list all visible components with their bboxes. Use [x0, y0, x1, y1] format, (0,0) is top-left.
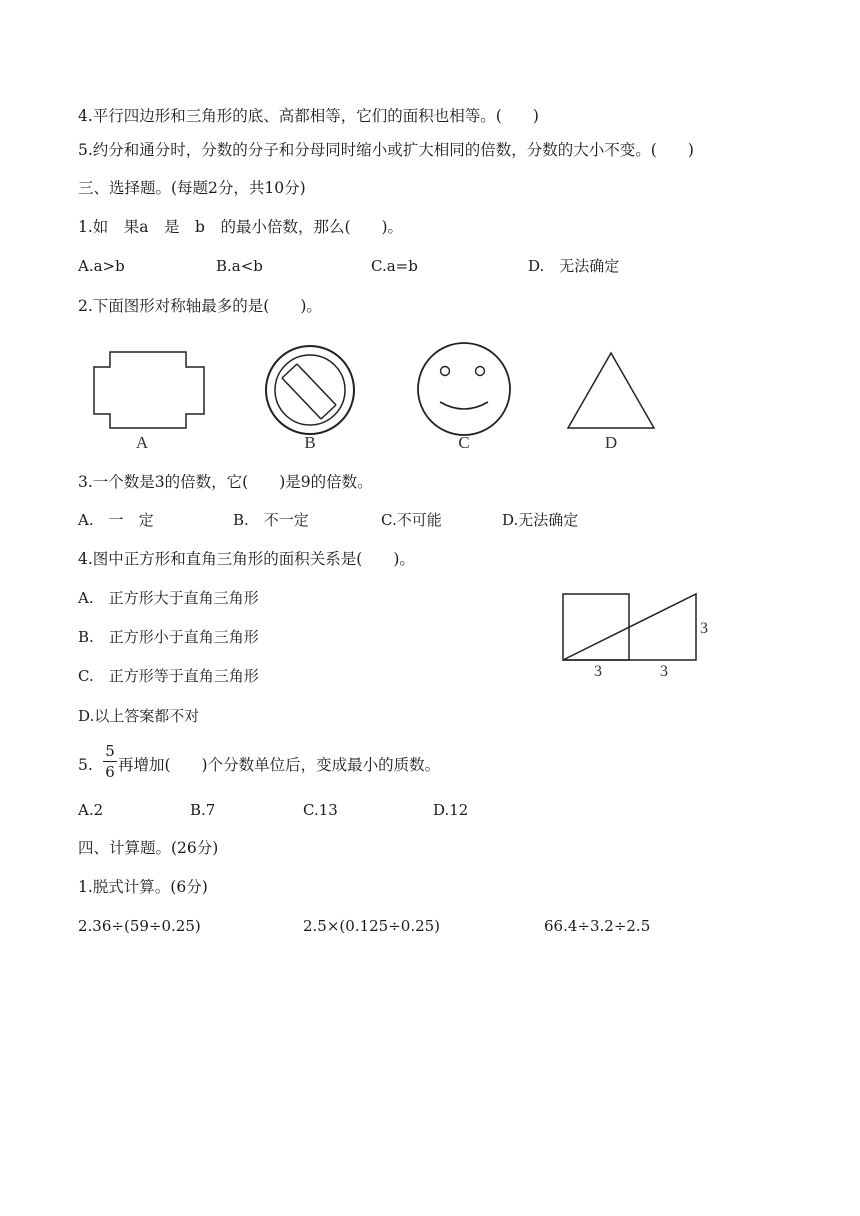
q4-option-c: C. 正方形等于直角三角形: [78, 667, 259, 685]
q1-option-a: A.a>b: [78, 257, 125, 275]
q4-option-a: A. 正方形大于直角三角形: [78, 589, 259, 607]
choice-question-2-stem: 2.下面图形对称轴最多的是( )。: [78, 297, 322, 315]
section-heading-calc: 四、计算题。(26分): [78, 839, 219, 857]
section-heading-choice: 三、选择题。(每题2分，共10分): [78, 179, 306, 197]
fraction-five-sixths: [103, 742, 117, 781]
q4-option-b: B. 正方形小于直角三角形: [78, 628, 259, 646]
calc-expr-2: 2.5×(0.125÷0.25): [303, 917, 441, 935]
choice-question-5-number: 5.: [78, 756, 93, 774]
q1-option-d: D. 无法确定: [528, 257, 620, 275]
calc-expr-3: 66.4÷3.2÷2.5: [544, 917, 651, 935]
q5-option-a: A.2: [78, 801, 104, 819]
q3-option-a: A. 一 定: [78, 511, 154, 529]
fraction-denominator: 6: [105, 763, 115, 781]
judge-question-4: 4.平行四边形和三角形的底、高都相等，它们的面积也相等。( ): [78, 107, 539, 125]
symmetry-figures: [80, 336, 680, 456]
choice-question-5-stem: 再增加( )个分数单位后，变成最小的质数。: [118, 756, 441, 774]
q4-option-d: D.以上答案都不对: [78, 707, 200, 725]
figure-label-right: 3: [700, 620, 708, 637]
q5-option-c: C.13: [303, 801, 338, 819]
square-triangle-figure: [558, 586, 728, 686]
q3-option-b: B. 不一定: [233, 511, 309, 529]
q5-option-b: B.7: [190, 801, 216, 819]
fraction-bar: [103, 761, 117, 762]
figure-c-shape: [418, 343, 510, 435]
figure-a-shape: [94, 352, 204, 428]
judge-question-5: 5.约分和通分时，分数的分子和分母同时缩小或扩大相同的倍数，分数的大小不变。( ): [78, 141, 694, 159]
choice-question-4-stem: 4.图中正方形和直角三角形的面积关系是( )。: [78, 550, 415, 568]
figure-label-bottom-right: 3: [660, 663, 668, 680]
choice-question-3-stem: 3.一个数是3的倍数，它( )是9的倍数。: [78, 473, 373, 491]
figure-square: [563, 594, 629, 660]
calc-question-1-stem: 1.脱式计算。(6分): [78, 878, 208, 896]
q1-option-c: C.a=b: [371, 257, 418, 275]
figure-c-label: C: [458, 433, 470, 452]
q3-option-d: D.无法确定: [502, 511, 579, 529]
figure-b-shape: [266, 346, 354, 434]
calc-expr-1: 2.36÷(59÷0.25): [78, 917, 201, 935]
figure-d-label: D: [604, 433, 618, 452]
figure-a-label: A: [135, 433, 149, 452]
figure-b-label: B: [304, 433, 316, 452]
figure-label-bottom-left: 3: [594, 663, 602, 680]
choice-question-1-stem: 1.如 果a 是 b 的最小倍数，那么( )。: [78, 218, 404, 236]
q5-option-d: D.12: [433, 801, 469, 819]
q3-option-c: C.不可能: [381, 511, 442, 529]
fraction-numerator: 5: [105, 742, 115, 760]
figure-d-shape: [568, 353, 654, 428]
q1-option-b: B.a<b: [216, 257, 263, 275]
